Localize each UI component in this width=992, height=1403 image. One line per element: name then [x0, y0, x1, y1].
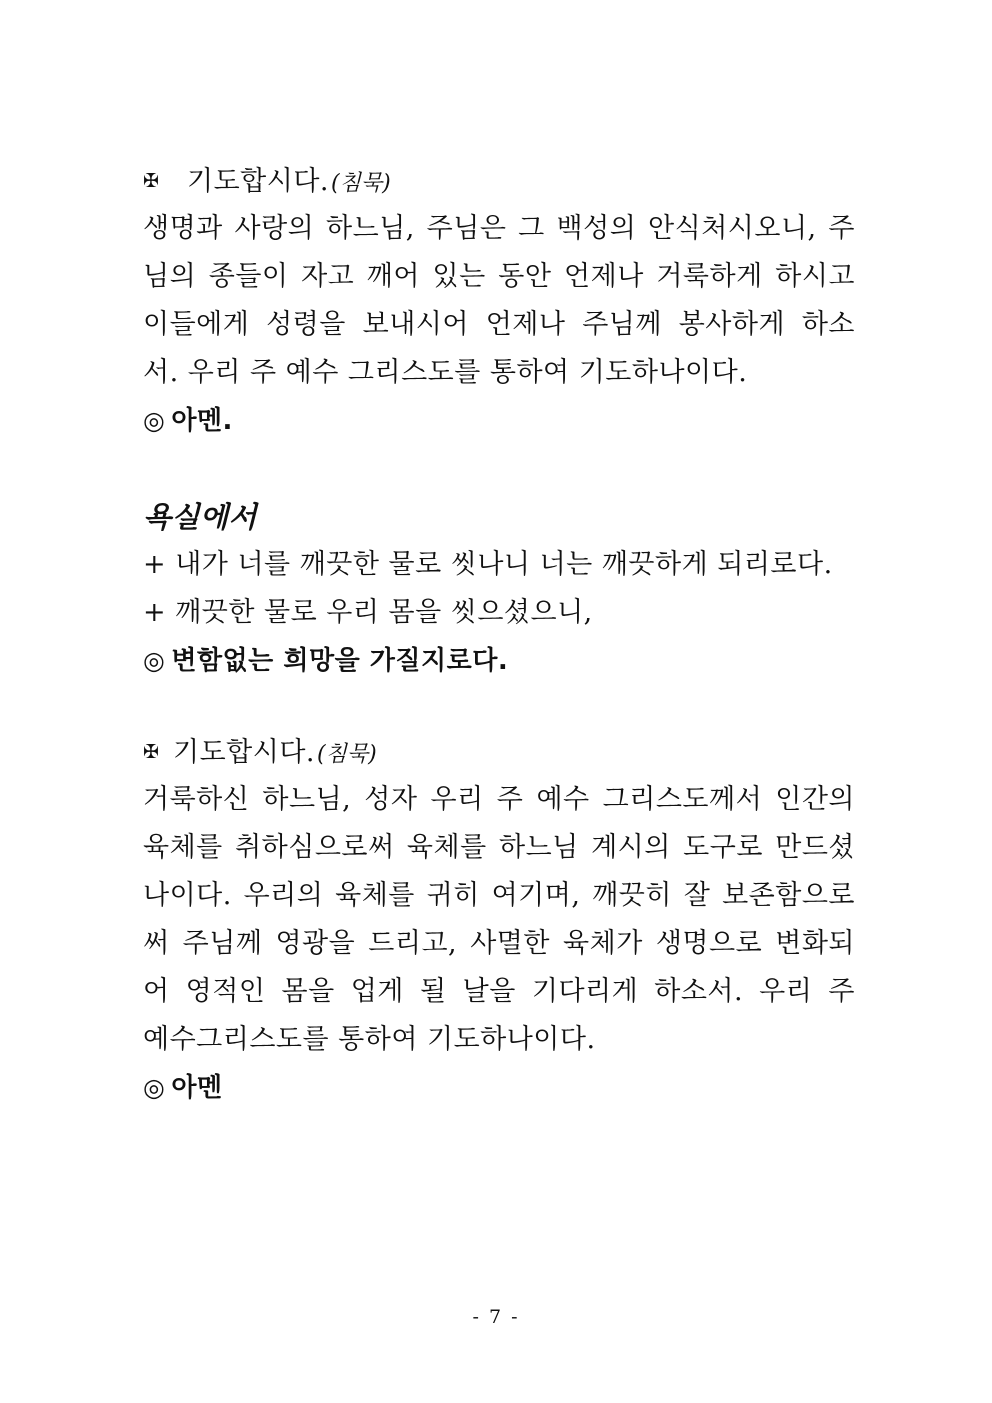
prayer-section-2 [143, 728, 855, 1112]
response-line [143, 1064, 855, 1112]
silence-note: (침묵) [317, 742, 377, 767]
prayer-section-1 [143, 157, 855, 445]
prayer-text-line: 님의 종들이 자고 깨어 있는 동안 언제나 거룩하게 하시고 [143, 261, 855, 292]
prayer-text-line: 육체를 취하심으로써 육체를 하느님 계시의 도구로 만드셨 [143, 832, 855, 863]
response-mark-icon: ◎ [143, 1073, 166, 1102]
response-line [143, 637, 855, 685]
prayer-text-line: 어 영적인 몸을 업게 될 날을 기다리게 하소서. 우리 주 [143, 976, 855, 1007]
prayer-text-line: 생명과 사랑의 하느님, 주님은 그 백성의 안식처시오니, 주 [143, 213, 855, 244]
cross-icon: ✠ [143, 741, 160, 763]
versicle-line: + 깨끗한 물로 우리 몸을 씻으셨으니, [143, 597, 593, 628]
prayer-text-line: 써 주님께 영광을 드리고, 사멸한 육체가 생명으로 변화되 [143, 928, 855, 959]
cross-icon: ✠ [143, 170, 160, 192]
prayer-call-line [143, 157, 855, 205]
prayer-call-line [143, 728, 855, 776]
prayer-text-line: 나이다. 우리의 육체를 귀히 여기며, 깨끗히 잘 보존함으로 [143, 880, 855, 911]
prayer-call: 기도합시다. [187, 166, 329, 197]
prayer-text-line: 예수그리스도를 통하여 기도하나이다. [143, 1024, 596, 1055]
prayer-call: 기도합시다. [173, 737, 315, 768]
response-line [143, 397, 855, 445]
silence-note: (침묵) [331, 171, 391, 196]
versicle-line: + 내가 너를 깨끗한 물로 씻나니 너는 깨끗하게 되리로다. [143, 549, 833, 580]
prayer-text-line: 서. 우리 주 예수 그리스도를 통하여 기도하나이다. [143, 357, 748, 388]
prayer-text-line: 거룩하신 하느님, 성자 우리 주 예수 그리스도께서 인간의 [143, 784, 855, 815]
prayer-text-line: 이들에게 성령을 보내시어 언제나 주님께 봉사하게 하소 [143, 309, 855, 340]
response-text: 아멘. [171, 406, 233, 436]
response-mark-icon: ◎ [143, 646, 166, 675]
bathroom-section [143, 493, 855, 685]
response-mark-icon: ◎ [143, 406, 166, 435]
page-number: - 7 - [472, 1306, 520, 1328]
response-text: 아멘 [171, 1073, 223, 1103]
response-text: 변함없는 희망을 가질지로다. [171, 646, 509, 676]
section-heading: 욕실에서 [143, 500, 258, 534]
